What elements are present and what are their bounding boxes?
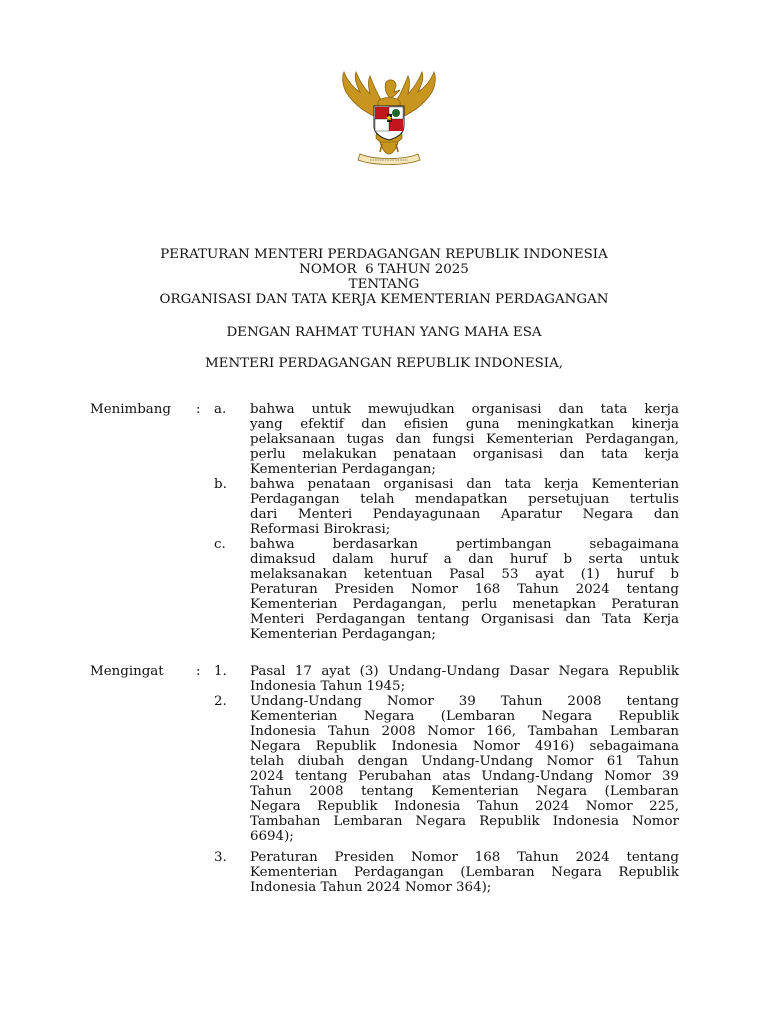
regulation-title — [0, 247, 768, 307]
text-line: Indonesia Tahun 1945; — [250, 679, 406, 694]
text-line: pelaksanaan tugas dan fungsi Kementerian Perdagangan, — [250, 432, 679, 447]
text-line: Peraturan Presiden Nomor 168 Tahun 2024 tentang — [250, 582, 679, 597]
text-line: bahwa penataan organisasi dan tata kerja Kementerian — [250, 477, 679, 492]
item-number: 2. — [214, 694, 227, 709]
item-text — [250, 850, 679, 895]
text-line: Indonesia Tahun 2008 Nomor 166, Tambahan Lembaran — [250, 724, 679, 739]
text-line: dari Menteri Pendayagunaan Aparatur Negara dan — [250, 507, 679, 522]
item-number: c. — [214, 537, 226, 552]
section-colon: : — [196, 402, 201, 417]
text-line: Perdagangan telah mendapatkan persetujuan tertulis — [250, 492, 679, 507]
title-line: NOMOR 6 TAHUN 2025 — [299, 262, 469, 277]
title-line: PERATURAN MENTERI PERDAGANGAN REPUBLIK INDONESIA — [160, 247, 608, 262]
item-text — [250, 402, 679, 477]
text-line: 6694); — [250, 829, 294, 844]
item-number: 3. — [214, 850, 227, 865]
text-line: Undang-Undang Nomor 39 Tahun 2008 tentang — [250, 694, 679, 709]
text-line: yang efektif dan efisien guna meningkatkan kinerja — [250, 417, 679, 432]
section-label: Menimbang — [90, 402, 171, 417]
text-line: Tahun 2008 tentang Kementerian Negara (Lembaran — [250, 784, 679, 799]
text-line: Kementerian Perdagangan (Lembaran Negara Republik — [250, 865, 679, 880]
item-text — [250, 664, 679, 694]
text-line: Kementerian Perdagangan; — [250, 462, 436, 477]
item-text — [250, 537, 679, 642]
text-line: perlu melakukan penataan organisasi dan tata kerja — [250, 447, 679, 462]
text-line: Reformasi Birokrasi; — [250, 522, 391, 537]
text-line: Kementerian Negara (Lembaran Negara Republik — [250, 709, 679, 724]
text-line: Pasal 17 ayat (3) Undang-Undang Dasar Negara Republik — [250, 664, 679, 679]
text-line: melaksanakan ketentuan Pasal 53 ayat (1) huruf b — [250, 567, 679, 582]
item-number: b. — [214, 477, 227, 492]
item-text — [250, 477, 679, 537]
text-line: Kementerian Perdagangan, perlu menetapkan Peraturan — [250, 597, 679, 612]
authority-line: MENTERI PERDAGANGAN REPUBLIK INDONESIA, — [204, 356, 564, 371]
text-line: Indonesia Tahun 2024 Nomor 364); — [250, 880, 492, 895]
text-line: telah diubah dengan Undang-Undang Nomor 61 Tahun — [250, 754, 679, 769]
text-line: Kementerian Perdagangan; — [250, 627, 436, 642]
item-number: 1. — [214, 664, 227, 679]
text-line: bahwa berdasarkan pertimbangan sebagaimana — [250, 537, 679, 552]
text-line: 2024 tentang Perubahan atas Undang-Undang Nomor 39 — [250, 769, 679, 784]
item-text — [250, 694, 679, 844]
text-line: dimaksud dalam huruf a dan huruf b serta untuk — [250, 552, 679, 567]
text-line: Tambahan Lembaran Negara Republik Indonesia Nomor — [250, 814, 679, 829]
title-line: ORGANISASI DAN TATA KERJA KEMENTERIAN PERDAGANGAN — [159, 292, 609, 307]
section-label: Mengingat — [90, 664, 164, 679]
text-line: Negara Republik Indonesia Nomor 4916) sebagaimana — [250, 739, 679, 754]
title-line: TENTANG — [348, 277, 420, 292]
section-colon: : — [196, 664, 201, 679]
text-line: bahwa untuk mewujudkan organisasi dan tata kerja — [250, 402, 679, 417]
garuda-pancasila-emblem-icon — [334, 68, 444, 168]
text-line: Negara Republik Indonesia Tahun 2024 Nomor 225, — [250, 799, 679, 814]
text-line: Menteri Perdagangan tentang Organisasi dan Tata Kerja — [250, 612, 679, 627]
invocation-line: DENGAN RAHMAT TUHAN YANG MAHA ESA — [226, 325, 542, 340]
text-line: Peraturan Presiden Nomor 168 Tahun 2024 tentang — [250, 850, 679, 865]
item-number: a. — [214, 402, 227, 417]
